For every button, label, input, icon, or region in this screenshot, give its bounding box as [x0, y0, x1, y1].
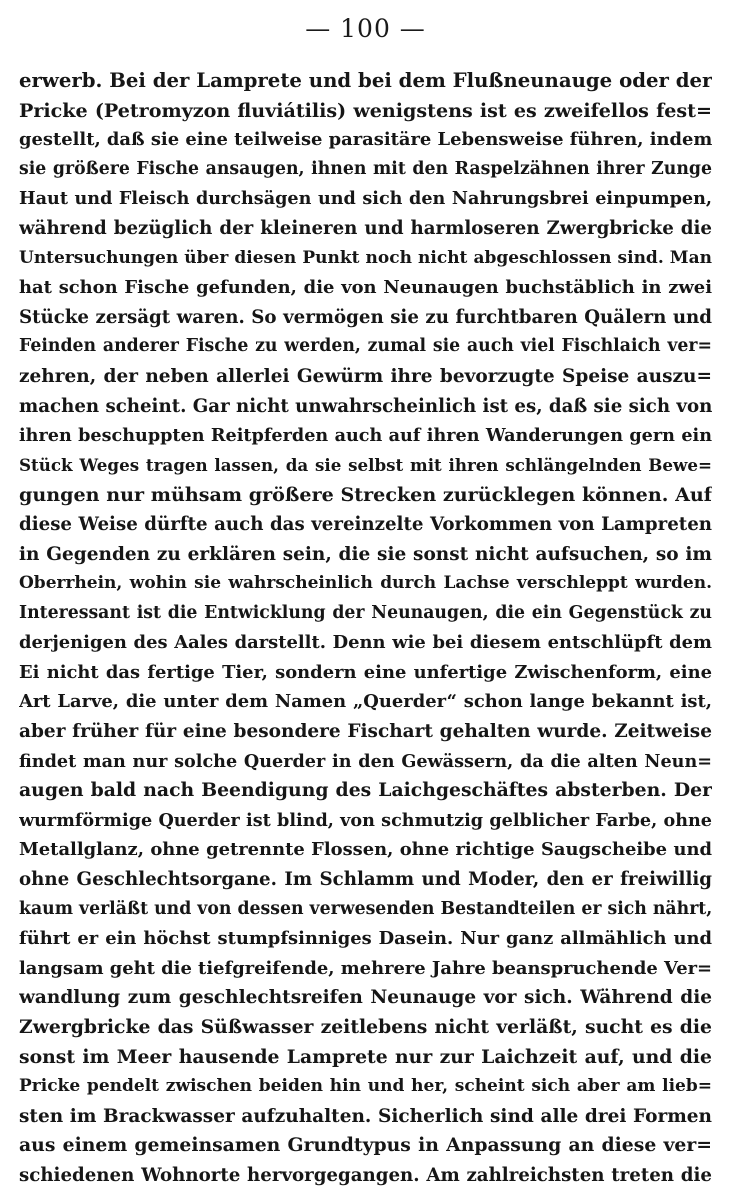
text-line: erwerb. Bei der Lamprete und bei dem Flußneunauge oder der — [19, 69, 712, 92]
text-line: ihren beschuppten Reitpferden auch auf ihren Wanderungen gern ein — [19, 425, 712, 447]
text-line: augen bald nach Beendigung des Laichgeschäftes absterben. Der — [19, 779, 712, 802]
text-line: aus einem gemeinsamen Grundtypus in Anpassung an diese ver= — [19, 1134, 712, 1157]
text-line: Untersuchungen über diesen Punkt noch nicht abgeschlossen sind. Man — [19, 247, 712, 268]
text-line: hat schon Fische gefunden, die von Neunaugen buchstäblich in zwei — [19, 277, 712, 299]
text-line: Metallglanz, ohne getrennte Flossen, ohne richtige Saugscheibe und — [19, 839, 712, 861]
text-line: Haut und Fleisch durchsägen und sich den Nahrungsbrei einpumpen, — [19, 188, 712, 210]
text-line: Art Larve, die unter dem Namen „Querder“ schon lange bekannt ist, — [19, 691, 712, 713]
text-line: Feinden anderer Fische zu werden, zumal sie auch viel Fischlaich ver= — [19, 336, 712, 357]
text-line: Pricke (Petromyzon fluviátilis) wenigstens ist es zweifellos fest= — [19, 98, 712, 122]
text-line: wandlung zum geschlechtsreifen Neunauge vor sich. Während die — [19, 987, 712, 1009]
text-line: Ei nicht das fertige Tier, sondern eine unfertige Zwischenform, eine — [19, 661, 712, 683]
body-text — [19, 66, 712, 1191]
text-line: während bezüglich der kleineren und harmloseren Zwergbricke die — [19, 217, 712, 239]
text-line: Zwergbricke das Süßwasser zeitlebens nicht verläßt, sucht es die — [19, 1016, 712, 1038]
text-line: gestellt, daß sie eine teilweise parasitäre Lebensweise führen, indem — [19, 129, 712, 151]
text-line: führt er ein höchst stumpfsinniges Dasein. Nur ganz allmählich und — [19, 928, 712, 950]
text-line: gungen nur mühsam größere Strecken zurücklegen können. Auf — [19, 483, 712, 507]
text-line: ohne Geschlechtsorgane. Im Schlamm und Moder, den er freiwillig — [19, 869, 712, 891]
text-line: sonst im Meer hausende Lamprete nur zur Laichzeit auf, und die — [19, 1045, 712, 1068]
text-line: in Gegenden zu erklären sein, die sie sonst nicht aufsuchen, so im — [19, 543, 712, 565]
text-line: derjenigen des Aales darstellt. Denn wie bei diesem entschlüpft dem — [19, 632, 712, 654]
text-line: machen scheint. Gar nicht unwahrscheinlich ist es, daß sie sich von — [19, 395, 712, 417]
text-line: sie größere Fische ansaugen, ihnen mit den Raspelzähnen ihrer Zunge — [19, 158, 712, 179]
text-line: Oberrhein, wohin sie wahrscheinlich durch Lachse verschleppt wurden. — [19, 573, 712, 594]
text-line: findet man nur solche Querder in den Gewässern, da die alten Neun= — [19, 750, 712, 772]
text-line: Stück Weges tragen lassen, da sie selbst mit ihren schlängelnden Bewe= — [19, 454, 712, 475]
text-line: Interessant ist die Entwicklung der Neunaugen, die ein Gegenstück zu — [19, 602, 712, 623]
text-line: sten im Brackwasser aufzuhalten. Sicherlich sind alle drei Formen — [19, 1105, 712, 1127]
text-line: Pricke pendelt zwischen beiden hin und her, scheint sich aber am lieb= — [19, 1076, 712, 1097]
text-line: schiedenen Wohnorte hervorgegangen. Am zahlreichsten treten die — [19, 1164, 712, 1186]
page-number: — 100 — — [305, 14, 426, 43]
text-line: zehren, der neben allerlei Gewürm ihre bevorzugte Speise auszu= — [19, 365, 712, 387]
text-line: kaum verläßt und von dessen verwesenden Bestandteilen er sich nährt, — [19, 898, 712, 919]
text-line: Stücke zersägt waren. So vermögen sie zu furchtbaren Quälern und — [19, 306, 712, 328]
text-line: aber früher für eine besondere Fischart gehalten wurde. Zeitweise — [19, 721, 712, 743]
text-line: wurmförmige Querder ist blind, von schmutzig gelblicher Farbe, ohne — [19, 809, 712, 831]
text-line: langsam geht die tiefgreifende, mehrere Jahre beanspruchende Ver= — [19, 957, 712, 979]
text-line: diese Weise dürfte auch das vereinzelte Vorkommen von Lampreten — [19, 513, 712, 535]
